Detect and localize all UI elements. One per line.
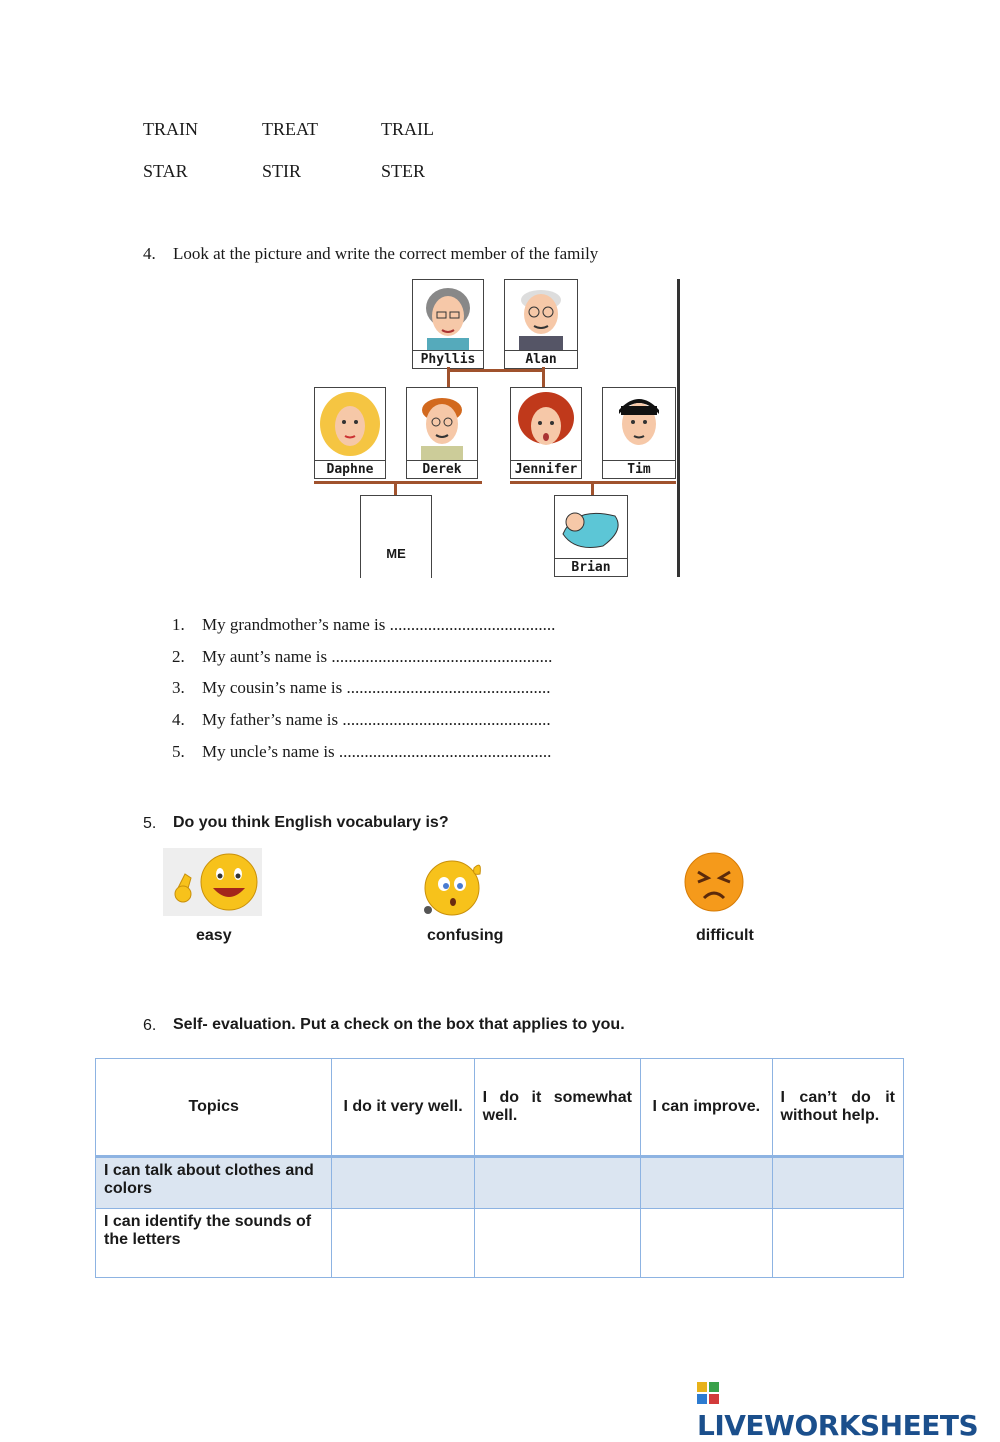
word-trail: TRAIL — [381, 119, 434, 139]
word-stir: STIR — [262, 161, 302, 181]
grandmother-face-icon — [413, 280, 483, 350]
word-ster: STER — [381, 161, 426, 181]
question-6-number: 6. — [143, 1017, 157, 1034]
smiling-face-icon — [163, 848, 262, 916]
item-number: 4. — [172, 710, 185, 729]
name-daphne: Daphne — [315, 460, 385, 478]
name-phyllis: Phyllis — [413, 350, 483, 368]
easy-emoji[interactable] — [163, 848, 262, 916]
question-5-number: 5. — [143, 815, 157, 832]
person-tim — [602, 387, 676, 479]
man-redhead-face-icon — [407, 388, 477, 460]
check-cell[interactable] — [474, 1157, 640, 1209]
persevering-face-icon — [682, 850, 746, 914]
question-4-text: Look at the picture and write the correct member of the family — [173, 244, 599, 263]
woman-redhead-face-icon — [511, 388, 581, 460]
list-item — [172, 742, 551, 762]
check-cell[interactable] — [640, 1209, 772, 1278]
person-phyllis — [412, 279, 484, 369]
item-number: 3. — [172, 678, 185, 697]
person-jennifer — [510, 387, 582, 479]
item-text: My aunt’s name is .................................................... — [202, 647, 553, 666]
check-cell[interactable] — [332, 1209, 474, 1278]
word-train: TRAIN — [143, 119, 198, 139]
name-derek: Derek — [407, 460, 477, 478]
header-topics: Topics — [96, 1059, 332, 1157]
self-evaluation-table — [95, 1058, 904, 1278]
question-4-number: 4. — [143, 244, 156, 263]
man-dark-hair-face-icon — [603, 388, 675, 460]
list-item — [172, 647, 552, 667]
woman-blonde-face-icon — [315, 388, 385, 460]
table-row — [96, 1209, 904, 1278]
connector — [447, 369, 450, 387]
name-me: ME — [386, 546, 406, 561]
name-tim: Tim — [603, 460, 675, 478]
item-number: 1. — [172, 615, 185, 634]
confused-face-icon — [420, 856, 488, 918]
item-number: 2. — [172, 647, 185, 666]
difficult-label: difficult — [696, 927, 754, 944]
table-header-row — [96, 1059, 904, 1157]
row-topic: I can identify the sounds of the letters — [96, 1209, 332, 1278]
logo-text: LIVEWORKSHEETS — [697, 1409, 979, 1442]
confusing-label: confusing — [427, 927, 504, 944]
word-treat: TREAT — [262, 119, 318, 139]
confusing-emoji[interactable] — [420, 856, 488, 918]
connector — [447, 369, 542, 372]
item-number: 5. — [172, 742, 185, 761]
check-cell[interactable] — [640, 1157, 772, 1209]
liveworksheets-logo[interactable] — [697, 1376, 1000, 1442]
header-need-help: I can’t do it without help. — [772, 1059, 903, 1157]
connector — [542, 367, 545, 387]
item-text: My grandmother’s name is ....................................... — [202, 615, 556, 634]
person-derek — [406, 387, 478, 479]
check-cell[interactable] — [772, 1209, 903, 1278]
person-alan — [504, 279, 578, 369]
family-tree — [312, 277, 682, 577]
check-cell[interactable] — [772, 1157, 903, 1209]
list-item — [172, 710, 551, 730]
row-topic: I can talk about clothes and colors — [96, 1157, 332, 1209]
name-alan: Alan — [505, 350, 577, 368]
person-me — [360, 495, 432, 578]
person-daphne — [314, 387, 386, 479]
name-jennifer: Jennifer — [511, 460, 581, 478]
check-cell[interactable] — [332, 1157, 474, 1209]
header-very-well: I do it very well. — [332, 1059, 474, 1157]
connector — [314, 481, 482, 484]
check-cell[interactable] — [474, 1209, 640, 1278]
table-row — [96, 1157, 904, 1209]
word-star: STAR — [143, 161, 188, 181]
grandfather-face-icon — [505, 280, 577, 350]
logo-icon — [697, 1378, 719, 1400]
connector — [394, 483, 397, 495]
difficult-emoji[interactable] — [682, 850, 746, 914]
list-item — [172, 678, 551, 698]
item-text: My cousin’s name is ................................................ — [202, 678, 551, 697]
header-can-improve: I can improve. — [640, 1059, 772, 1157]
question-6-text: Self- evaluation. Put a check on the box that applies to you. — [173, 1016, 625, 1033]
item-text: My uncle’s name is .................................................. — [202, 742, 552, 761]
question-5-text: Do you think English vocabulary is? — [173, 814, 449, 831]
tree-border-line — [677, 279, 680, 577]
name-brian: Brian — [555, 558, 627, 576]
header-somewhat-well: I do it somewhat well. — [474, 1059, 640, 1157]
item-text: My father’s name is ................................................. — [202, 710, 551, 729]
list-item — [172, 615, 555, 635]
person-brian — [554, 495, 628, 577]
easy-label: easy — [196, 927, 232, 944]
baby-icon — [555, 496, 627, 556]
connector — [591, 483, 594, 495]
